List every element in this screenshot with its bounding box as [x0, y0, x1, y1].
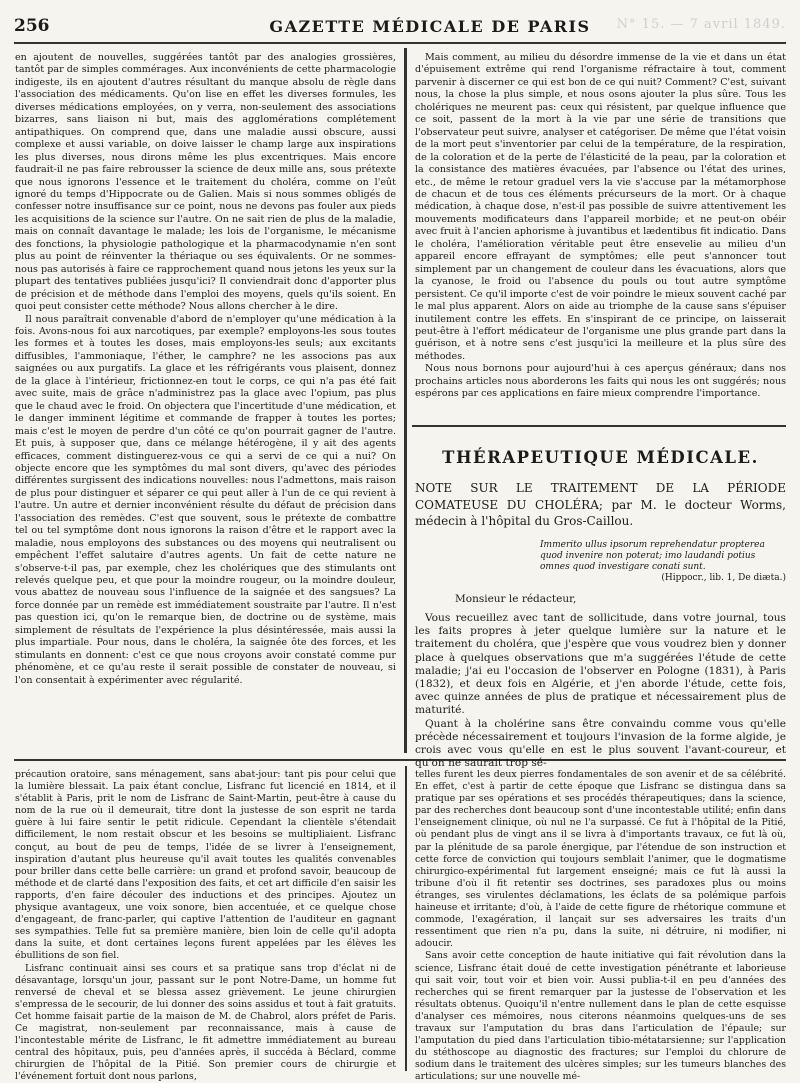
paragraph: Mais comment, au milieu du désordre immense de la vie et dans un état d'épuisement extrême qui rend l'organisme réfractaire à tout, comment parvenir à discerner ce qui est bon de ce qui nuit? Comment? C'est, suivant nous, la chose la plus simple, et nous osons ajouter la plus sûre. Tous les cholériques ne meurent pas: ceux qui résistent, par quelque influence que ce soit, passent de la mort à la vie par une série de transitions que l'observateur peut suivre, analyser et catégoriser. De même que l'état voisin de la mort peut s'inventorier par celui de la température, de la respiration, de la coloration et de la perte de l'élasticité de la peau, par la coloration et la consistance des matières évacuées, par l'absence ou l'état des urines, etc., de même le retour graduel vers la vie s'accuse par la métamorphose de chacun et de tous ces éléments précurseurs de la mort. Or à chaque médication, à chaque dose, n'est-il pas possible de suivre attentivement les mouvements modificateurs dans l'appareil morbide; et ne peut-on obéir avec fruit à l'ancien aphorisme à juvantibus et lædentibus fit indicatio. Dans le choléra, l'amélioration véritable peut être ensevelie au milieu d'un appareil encore effrayant de symptômes; elle peut s'annoncer tout simplement par un changement de couleur dans les évacuations, alors que la cyanose, le froid ou l'absence du pouls ou tout autre symptôme persistent. Ce qu'il importe c'est de voir poindre le mieux souvent caché par le mal plus apparent. Alors on aide au triomphe de la cause sans s'épuiser inutilement contre les effets. En s'inspirant de ce principe, on laisserait peut-être à l'effort médicateur de l'organisme une plus grande part dans la guérison, et à notre sens c'est jusqu'ici la meilleure et la plus sûre des méthodes. [415, 52, 786, 363]
bottom-right-column [415, 769, 786, 1069]
top-right-column [415, 52, 786, 412]
epigraph-text: Immerito ullus ipsorum reprehendatur propterea quod invenire non poterat; imo laudandi potius omnes quod investigare conati sunt. [540, 540, 786, 573]
paragraph: précaution oratoire, sans ménagement, sans abat-jour: tant pis pour celui que la lumière blessait. La paix étant conclue, Lisfranc fut licencié en 1814, et il s'établit à Paris, prit le nom de Lisfranc de Saint-Martin, peut-être à cause du nom de la rue où il demeurait, titre dont la justesse de son esprit ne tarda guère à lui faire sentir le petit ridicule. Cependant la clientèle s'étendait difficilement, le nom restait obscur et les besoins se multipliaient. Lisfranc conçut, au bout de peu de temps, l'idée de se livrer à l'enseignement, inspiration d'autant plus heureuse qu'il avait toutes les qualités convenables pour briller dans cette belle carrière: un grand et profond savoir, beaucoup de méthode et de clarté dans l'exposition des faits, et cet art difficile d'en saisir les rapports, d'en faire découler des inductions et des principes. Ajoutez un physique avantageux, une voix sonore, bien accentuée, et ce quelque chose d'engageant, de franc-parler, qui captive l'attention de l'auditeur en gagnant ses sympathies. Telle fut sa première manière, bien loin de celle qu'il adopta dans la suite, et dont certaines leçons furent appelées par les élèves les ébullitions de son fiel. [15, 769, 396, 963]
paragraph: Sans avoir cette conception de haute initiative qui fait révolution dans la science, Lisfranc était doué de cette investigation pénétrante et laborieuse qui sait voir, tout voir et bien voir. Aussi publia-t-il en peu d'années des recherches qui se firent remarquer par la justesse de l'observation et les résultats obtenus. Quoiqu'il n'entre nullement dans le plan de cette esquisse d'analyser ces mémoires, nous citerons néanmoins quelques-uns de ses travaux sur l'amputation du bras dans l'articulation de l'épaule; sur l'amputation du pied dans l'articulation tibio-métatarsienne; sur l'application du stéthoscope au diagnostic des fractures; sur l'emploi du chlorure de sodium dans le traitement des ulcères simples; sur les tumeurs blanches des articulations; sur une nouvelle mé- [415, 950, 786, 1083]
paragraph: Vous recueillez avec tant de sollicitude, dans votre journal, tous les faits propres à jeter quelque lumière sur la nature et le traitement du choléra, que j'espère que vous voudrez bien y donner place à quelques observations que m'a suggérées l'étude de cette maladie; j'ai eu l'occasion de l'observer en Pologne (1831), à Paris (1832), et deux fois en Algérie, et j'en aborde l'étude, cette fois, avec quinze années de plus de pratique et nécessairement plus de maturité. [415, 612, 786, 718]
paragraph: Nous nous bornons pour aujourd'hui à ces aperçus généraux; dans nos prochains articles nous aborderons les faits qui nous les ont suggérés; nous espérons par ces applications en faire mieux comprendre l'importance. [415, 363, 786, 400]
section-title: THÉRAPEUTIQUE MÉDICALE. [415, 448, 786, 467]
faded-header-text: N° 15. — 7 avril 1849. [617, 17, 786, 32]
bottom-column-divider [405, 766, 407, 1071]
paragraph: Quant à la cholérine sans être convaindu comme vous qu'elle précède nécessairement et toujours l'invasion de la forme algide, je crois avec vous qu'elle en est le plus souvent l'avant-coureur, et qu'on ne saurait trop sé- [415, 718, 786, 771]
section-rule [412, 425, 786, 427]
paragraph: telles furent les deux pierres fondamentales de son avenir et de sa célébrité. En effet, c'est à partir de cette époque que Lisfranc se distingua dans sa pratique par ses opérations et ses procédés thérapeutiques; dans la science, par des recherches dont beaucoup sont d'une incontestable utilité; enfin dans l'enseignement clinique, où nul ne l'a surpassé. Ce fut à l'hôpital de la Pitié, où pendant plus de vingt ans il se livra à d'importants travaux, ce fut là où, par la plénitude de sa parole énergique, par l'étendue de son instruction et cette force de conviction qui toujours semblait l'animer, que le dogmatisme chirurgico-expérimental fut largement enseigné; mais ce fut là aussi la tribune d'où il fit retentir ses doctrines, ses paradoxes plus ou moins étranges, ses virulentes déclamations, les éclats de sa polémique parfois haineuse et irritante; d'où, à l'aide de cette figure de rhétorique commune et commode, l'exagération, il lançait sur ses adversaires les traits d'un ressentiment que rien n'a pu, dans la suite, ni détruire, ni modifier, ni adoucir. [415, 769, 786, 950]
page-header [14, 12, 786, 40]
bottom-left-column [15, 769, 396, 1069]
paragraph: en ajoutent de nouvelles, suggérées tantôt par des analogies grossières, tantôt par de simples commérages. Aux inconvénients de cette pharmacologie indigeste, ils en ajoutent d'autres résultant du manque absolu de règle dans l'association des médicaments. Qu'on lise en effet les diverses formules, les diverses médications employées, on y verra, non-seulement des associations bizarres, sans liaison ni but, mais des agglomérations complétement antipathiques. On comprend que, dans une maladie aussi obscure, aussi complexe et aussi variable, on doive laisser le champ large aux inspirations les plus diverses, nous dirons même les plus excentriques. Mais encore faudrait-il ne pas faire rebrousser la science de deux mille ans, sous prétexte que nous ignorons l'essence et le traitement du choléra, comme on l'eût ignoré du temps d'Hippocrate ou de Galien. Mais si nous sommes obligés de confesser notre insuffisance sur ce point, nous ne devons pas fouler aux pieds les acquisitions de la science sur l'autre. On ne sait rien de plus de la maladie, mais on connaît davantage le malade; les lois de l'organisme, le mécanisme des fonctions, la physiologie pathologique et la pharmacodynamie n'en sont plus au point de réinventer la thériaque ou ses équivalents. Or ne sommes-nous pas autorisés à faire ce rapprochement quand nous jetons les yeux sur la plupart des tentatives publiées jusqu'ici? Il conviendrait donc d'apporter plus de précision et de méthode dans l'emploi des moyens, quels qu'ils soient. En quoi peut consister cette méthode? Nous allons chercher à le dire. [15, 52, 396, 314]
salutation: Monsieur le rédacteur, [455, 593, 576, 605]
page-number: 256 [14, 16, 74, 36]
top-left-column [15, 52, 396, 752]
top-column-divider [404, 48, 407, 753]
journal-title: GAZETTE MÉDICALE DE PARIS [74, 17, 786, 36]
paragraph: Lisfranc continuait ainsi ses cours et sa pratique sans trop d'éclat ni de désavantage, lorsqu'un jour, passant sur le pont Notre-Dame, un homme fut renversé de cheval et se blessa assez grièvement. Le jeune chirurgien s'empressa de le secourir, de lui donner des soins assidus et tout à fait gratuits. Cet homme faisait partie de la maison de M. de Chabrol, alors préfet de Paris. Ce magistrat, non-seulement par reconnaissance, mais à cause de l'incontestable mérite de Lisfranc, le fit admettre immédiatement au bureau central des hôpitaux, puis, peu d'années après, il succéda à Béclard, comme chirurgien de l'hôpital de la Pitié. Son premier cours de chirurgie et l'événement fortuit dont nous parlons, [15, 963, 396, 1083]
epigraph-source: (Hippocr., lib. 1, De diæta.) [540, 573, 786, 584]
paragraph: Il nous paraîtrait convenable d'abord de n'employer qu'une médication à la fois. Avons-nous foi aux narcotiques, par exemple? employons-les sous toutes les formes et à toutes les doses, mais employons-les seuls; aux excitants diffusibles, l'ammoniaque, l'éther, le camphre? ne les associons pas aux saignées ou aux purgatifs. La glace et les réfrigérants vous plaisent, donnez de la glace à l'intérieur, frictionnez-en tout le corps, ce qui n'a pas été fait avec suite, mais de grâce n'administrez pas la glace avec l'opium, pas plus que le chaud avec le froid. On objectera que l'incertitude d'une médication, et le danger imminent légitime et commande de frapper à toutes les portes; mais c'est le moyen de perdre d'un côté ce qu'on pourrait gagner de l'autre. Et puis, à supposer que, dans ce mélange hétérogène, il y ait des agents efficaces, comment distinguerez-vous ce qui a servi de ce qui a nui? On objecte encore que les symptômes du mal sont divers, qu'avec des périodes différentes surgissent des indications nouvelles: nous l'admettons, mais raison de plus pour distinguer et séparer ce qui peut aller à l'un de ce qui revient à l'autre. Un autre et dernier inconvénient résulte du défaut de précision dans l'association des remèdes. C'est que souvent, sous le prétexte de combattre tel ou tel symptôme dont nous ignorons la raison d'être et le rapport avec la maladie, nous employons des substances ou des moyens qui neutralisent ou empêchent l'effet salutaire d'autres agents. Un fait de cette nature ne s'observe-t-il pas, par exemple, chez les cholériques que des stimulants ont relevés quelque peu, et que pour la moindre rougeur, ou la moindre douleur, vous abattez de nouveau sous l'influence de la saignée et des sangsues? La force donnée par un remède est immédiatement soustraite par l'autre. Il n'est pas question ici, qu'on le remarque bien, de doctrine ou de système, mais simplement de résultats de l'expérience la plus désintéressée, mais aussi la plus impartiale. Pour nous, dans le choléra, la saignée ôte des forces, et les stimulants en donnent: c'est ce que nous croyons avoir constaté comme pur phénomène, et ce qu'au reste il serait possible de constater de nouveau, si l'on consentait à expérimenter avec régularité. [15, 314, 396, 688]
letter-body [415, 612, 786, 757]
note-title-text: NOTE SUR LE TRAITEMENT DE LA PÉRIODE COMATEUSE DU CHOLÉRA; par M. le docteur Worms, médecin à l'hôpital du Gros-Caillou. [415, 481, 786, 528]
note-title [415, 480, 786, 530]
header-rule [14, 42, 786, 44]
epigraph [540, 540, 786, 584]
